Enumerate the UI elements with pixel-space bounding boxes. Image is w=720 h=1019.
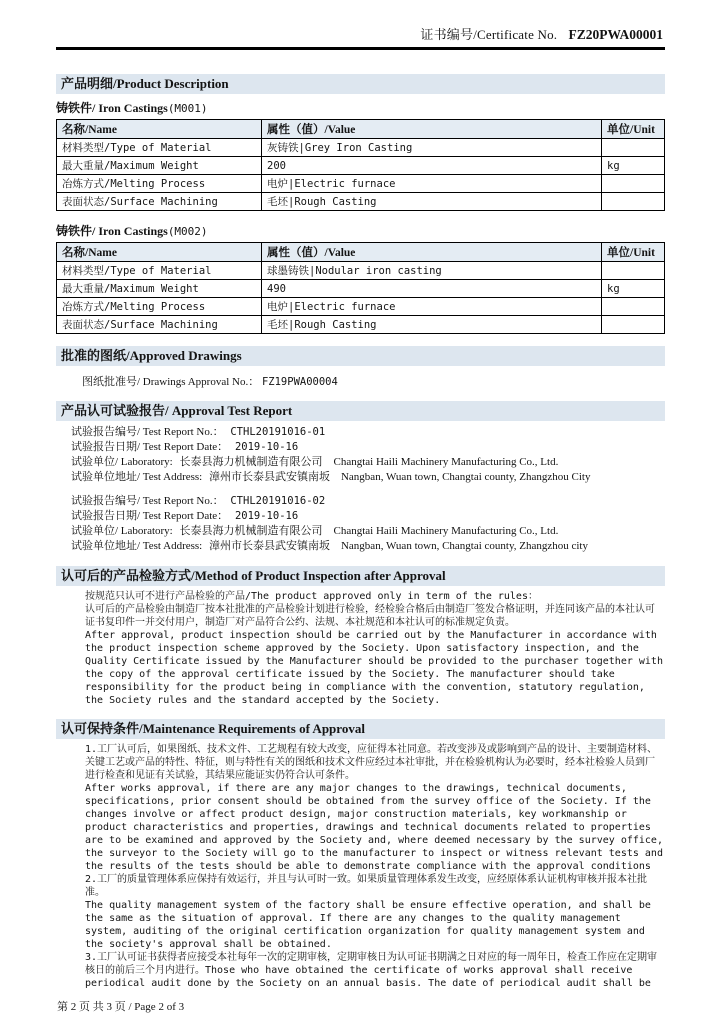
cell-value: 200	[262, 157, 602, 175]
cell-unit	[602, 139, 665, 157]
cell-unit	[602, 262, 665, 280]
product-table-m001	[56, 119, 665, 211]
report-date-value: 2019-10-16	[234, 441, 299, 453]
section-test-report: 产品认可试验报告/ Approval Test Report	[56, 401, 665, 421]
paragraph: After works approval, if there are any major changes to the drawings, technical documents, specifications, prior consent should be obtained from the survey office of the Society. If the changes involve or affect product design, major construction materials, key workmanship or product characteristics and properties, drawings and technical documents related to properties are to be examined and approved by the Society and, where deemed necessary by the survey office, the surveyor to the Society will go to the manufacturer to inspect or witness relevant tests and the results of the tests should be able to demonstrate compliance with the approval conditions	[85, 783, 663, 872]
table-row	[57, 280, 665, 298]
inspection-method-text	[56, 590, 665, 707]
cell-unit: kg	[602, 157, 665, 175]
drawings-approval-line	[56, 373, 665, 389]
report-lab-label: 试验单位/ Laboratory:	[71, 525, 173, 537]
product-table-m002	[56, 242, 665, 334]
report-address-value: 漳州市长泰县武安镇南坂 Nangban, Wuan town, Changtai county, Zhangzhou city	[208, 540, 588, 552]
col-header-unit: 单位/Unit	[602, 243, 665, 262]
cell-name: 表面状态/Surface Machining	[57, 316, 262, 334]
report-no-line	[71, 494, 665, 509]
table-row	[57, 193, 665, 211]
drawings-approval-label: 图纸批准号/ Drawings Approval No.：	[82, 376, 260, 388]
report-lab-line	[71, 524, 665, 539]
cell-unit	[602, 298, 665, 316]
paragraph: 1.工厂认可后，如果图纸、技术文件、工艺规程有较大改变，应征得本社同意。若改变涉及或影响到产品的设计、主要制造材料、关键工艺或产品的特性、特征，则与特性有关的图纸和技术文件应经过本社审批，并在检验机构认为必要时，经本社检验人员到厂进行检查和见证有关试验，其结果应能证实仍符合认可条件。	[85, 744, 658, 781]
cell-unit: kg	[602, 280, 665, 298]
cell-unit	[602, 193, 665, 211]
section-maintenance-requirements: 认可保持条件/Maintenance Requirements of Approval	[56, 719, 665, 739]
maintenance-requirements-text	[56, 743, 665, 990]
report-no-line	[71, 425, 665, 440]
cell-value: 灰铸铁|Grey Iron Casting	[262, 139, 602, 157]
report-no-value: CTHL20191016-02	[230, 495, 326, 507]
col-header-name: 名称/Name	[57, 243, 262, 262]
certificate-no-value: FZ20PWA00001	[568, 27, 663, 42]
cell-value: 毛坯|Rough Casting	[262, 316, 602, 334]
cell-value: 电炉|Electric furnace	[262, 298, 602, 316]
report-address-label: 试验单位地址/ Test Address:	[71, 471, 203, 483]
cell-unit	[602, 175, 665, 193]
report-lab-line	[71, 455, 665, 470]
table-row	[57, 262, 665, 280]
cell-name: 冶炼方式/Melting Process	[57, 298, 262, 316]
report-address-value: 漳州市长泰县武安镇南坂 Nangban, Wuan town, Changtai county, Zhangzhou City	[208, 471, 591, 483]
cell-value: 490	[262, 280, 602, 298]
group-title: 铸铁件/ Iron Castings	[56, 224, 168, 238]
report-address-label: 试验单位地址/ Test Address:	[71, 540, 203, 552]
section-approved-drawings: 批准的图纸/Approved Drawings	[56, 346, 665, 366]
report-date-value: 2019-10-16	[234, 510, 299, 522]
table-header-row	[57, 120, 665, 139]
report-address-line	[71, 539, 665, 554]
cell-unit	[602, 316, 665, 334]
report-no-label: 试验报告编号/ Test Report No.：	[71, 495, 224, 507]
certificate-no-label: 证书编号/Certificate No.	[420, 27, 558, 42]
cell-value: 毛坯|Rough Casting	[262, 193, 602, 211]
col-header-value: 属性（值）/Value	[262, 120, 602, 139]
table-row	[57, 175, 665, 193]
cell-name: 表面状态/Surface Machining	[57, 193, 262, 211]
group-heading-m001	[56, 99, 665, 116]
report-lab-value: 长泰县海力机械制造有限公司 Changtai Haili Machinery Manufacturing Co., Ltd.	[179, 525, 559, 537]
report-date-label: 试验报告日期/ Test Report Date：	[71, 441, 229, 453]
report-no-label: 试验报告编号/ Test Report No.：	[71, 426, 224, 438]
table-header-row	[57, 243, 665, 262]
test-report-2	[56, 494, 665, 554]
cell-name: 最大重量/Maximum Weight	[57, 157, 262, 175]
report-date-line	[71, 509, 665, 524]
report-address-line	[71, 470, 665, 485]
cell-name: 冶炼方式/Melting Process	[57, 175, 262, 193]
cell-name: 材料类型/Type of Material	[57, 262, 262, 280]
table-row	[57, 139, 665, 157]
certificate-header	[56, 24, 665, 47]
page-number: 第 2 页 共 3 页 / Page 2 of 3	[57, 1001, 185, 1013]
group-title: 铸铁件/ Iron Castings	[56, 101, 168, 115]
group-code: (M002)	[167, 225, 208, 238]
test-report-1	[56, 425, 665, 485]
report-lab-value: 长泰县海力机械制造有限公司 Changtai Haili Machinery Manufacturing Co., Ltd.	[179, 456, 559, 468]
drawings-approval-number: FZ19PWA00004	[261, 376, 338, 388]
report-date-label: 试验报告日期/ Test Report Date：	[71, 510, 229, 522]
paragraph: After approval, product inspection should be carried out by the Manufacturer in accordance with the product inspection scheme approved by the Society. Upon satisfactory inspection, and the Quality Certificate issued by the Manufacturer should be provided to the purchaser together with the copy of the approval certificate issued by the Society. The manufacturer should take responsibility for the product being in compliance with the convention, statutory regulation, the Society rules and the standard accepted by the Society.	[85, 630, 663, 706]
section-product-description: 产品明细/Product Description	[56, 74, 665, 94]
paragraph: 3.工厂认可证书获得者应接受本社每年一次的定期审核，定期审核日为认可证书期满之日对应的每一周年日，检查工作应在定期审核日的前后三个月内进行。Those who have obtained the certificate of works approval shall receive periodical audit done by the Society on an annual basis. The date of periodical audit shall be	[85, 952, 658, 989]
table-row	[57, 298, 665, 316]
table-row	[57, 157, 665, 175]
table-row	[57, 316, 665, 334]
group-code: (M001)	[167, 102, 208, 115]
cell-value: 球墨铸铁|Nodular iron casting	[262, 262, 602, 280]
cell-name: 最大重量/Maximum Weight	[57, 280, 262, 298]
paragraph: 2.工厂的质量管理体系应保持有效运行，并且与认可时一致。如果质量管理体系发生改变，应经原体系认证机构审核并报本社批准。	[85, 874, 648, 898]
col-header-value: 属性（值）/Value	[262, 243, 602, 262]
report-lab-label: 试验单位/ Laboratory:	[71, 456, 173, 468]
paragraph: 认可后的产品检验由制造厂按本社批准的产品检验计划进行检验，经检验合格后由制造厂签发合格证明，并连同该产品的本社认可证书复印件一并交付用户，制造厂对产品符合公约、法规、本社规范和本社认可的标准规定负责。	[85, 604, 655, 628]
report-no-value: CTHL20191016-01	[230, 426, 326, 438]
cell-value: 电炉|Electric furnace	[262, 175, 602, 193]
col-header-name: 名称/Name	[57, 120, 262, 139]
header-divider	[56, 47, 665, 50]
section-inspection-method: 认可后的产品检验方式/Method of Product Inspection after Approval	[56, 566, 665, 586]
cell-name: 材料类型/Type of Material	[57, 139, 262, 157]
paragraph: The quality management system of the factory shall be ensure effective operation, and shall be the same as the situation of approval. If there are any changes to the quality management system, auditing of the original certification organization for quality management system and the society's approval shall be obtained.	[85, 900, 651, 950]
group-heading-m002	[56, 222, 665, 239]
paragraph: 按规范只认可不进行产品检验的产品/The product approved only in term of the rules：	[85, 591, 538, 602]
report-date-line	[71, 440, 665, 455]
col-header-unit: 单位/Unit	[602, 120, 665, 139]
